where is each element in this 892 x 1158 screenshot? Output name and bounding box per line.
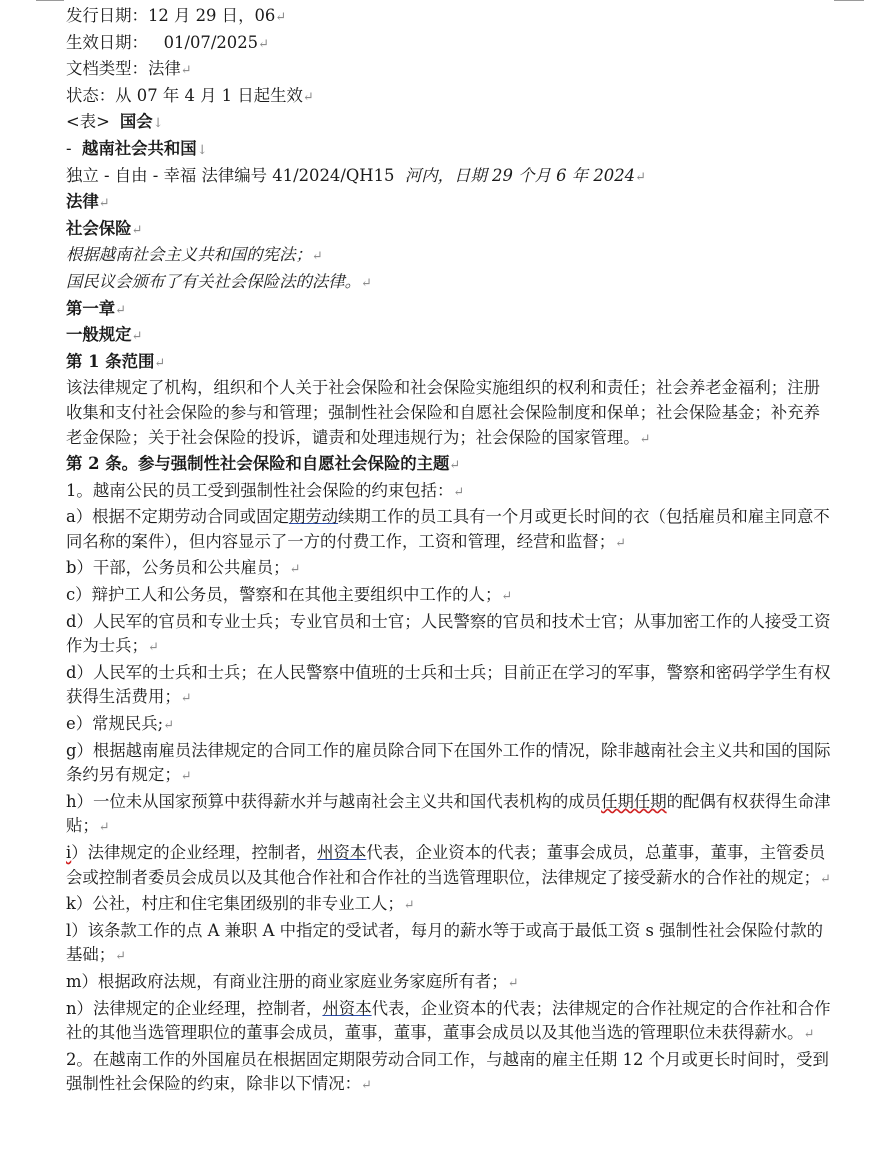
clause-1: 1。越南公民的员工受到强制性社会保险的约束包括：↵ [66,480,465,500]
country-line: - 越南社会共和国↓ [66,138,208,158]
article-1-title: 第 1 条范围↵ [66,351,166,371]
status: 状态：从 07 年 4 月 1 日起生效↵ [66,85,314,105]
effective-date: 生效日期： 01/07/2025↵ [66,32,269,52]
preamble-constitution: 根据越南社会主义共和国的宪法；↵ [66,245,323,265]
motto-line: 独立 - 自由 - 幸福 法律编号 41/2024/QH15 河内，日期 29 个月 6 年 2024↵ [66,165,646,185]
item-n: n）法律规定的企业经理，控制者，州资本代表，企业资本的代表；法律规定的合作社规定的合作社和合作社的其他当选管理职位的董事会成员，董事，董事，董事会成员以及其他当选的管理职位未获得薪水。↵ [66,998,831,1043]
crop-mark-right [834,0,864,1]
item-a: a）根据不定期劳动合同或固定期劳动续期工作的员工具有一个月或更长时间的衣（包括雇员和雇主同意不同名称的案件），但内容显示了一方的付费工作，工资和管理，经营和监督；↵ [66,507,830,551]
item-m: m）根据政府法规，有商业注册的商业家庭业务家庭所有者；↵ [66,971,519,991]
law-title: 社会保险↵ [66,218,143,238]
document-page [66,4,836,1099]
chapter-title: 一般规定↵ [66,325,143,345]
item-d-officers: d）人民军的官员和专业士兵；专业官员和士官；人民警察的官员和技术士官；从事加密工作的人接受工资作为士兵；↵ [66,611,831,656]
law-label: 法律↵ [66,192,110,212]
article-1-text: 该法律规定了机构，组织和个人关于社会保险和社会保险实施组织的权利和责任；社会养老金福利；注册收集和支付社会保险的参与和管理；强制性社会保险和自愿社会保险制度和保单；社会保险基金；补充养老金保险；关于社会保险的投诉，谴责和处理违规行为；社会保险的国家管理。↵ [66,378,820,447]
item-h: h）一位未从国家预算中获得薪水并与越南社会主义共和国代表机构的成员任期任期的配偶有权获得生命津贴；↵ [66,791,831,836]
issue-date: 发行日期：12 月 29 日，06↵ [66,6,287,25]
item-e: e）常规民兵;↵ [66,714,175,734]
item-i: i）法律规定的企业经理，控制者，州资本代表，企业资本的代表；董事会成员，总董事，董事，主管委员会或控制者委员会成员以及其他合作社和合作社的当选管理职位，法律规定了接受薪水的合作社的规定；↵ [66,843,831,887]
clause-2: 2。在越南工作的外国雇员在根据固定期限劳动合同工作，与越南的雇主任期 12 个月或更长时间时，受到强制性社会保险的约束，除非以下情况：↵ [66,1049,829,1094]
preamble-assembly: 国民议会颁布了有关社会保险法的法律。↵ [66,271,372,291]
item-l: l）该条款工作的点 A 兼职 A 中指定的受试者，每月的薪水等于或高于最低工资 s 强制性社会保险付款的基础；↵ [66,920,823,965]
agency-line: <表> 国会↓ [66,112,164,132]
article-2-title: 第 2 条。参与强制性社会保险和自愿社会保险的主题↵ [66,454,461,474]
item-b: b）干部，公务员和公共雇员；↵ [66,558,301,578]
chapter-heading: 第一章↵ [66,298,127,318]
document-type: 文档类型：法律↵ [66,59,192,79]
item-d-soldiers: d）人民军的士兵和士兵；在人民警察中值班的士兵和士兵；目前正在学习的军事，警察和密码学学生有权获得生活费用；↵ [66,662,831,707]
crop-mark-left [36,0,64,1]
item-k: k）公社，村庄和住宅集团级别的非专业工人；↵ [66,894,415,914]
item-c: c）辩护工人和公务员，警察和在其他主要组织中工作的人；↵ [66,585,513,605]
place-date: 河内，日期 29 个月 6 年 2024 [404,165,636,185]
item-g: g）根据越南雇员法律规定的合同工作的雇员除合同下在国外工作的情况，除非越南社会主义共和国的国际条约另有规定；↵ [66,740,831,785]
